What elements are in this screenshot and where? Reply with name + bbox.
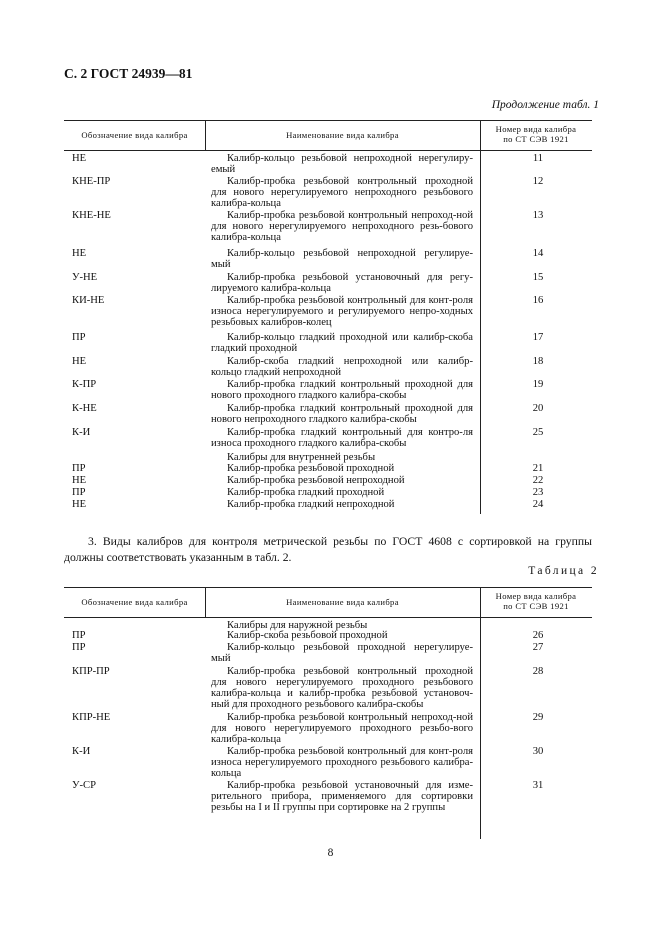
name-text: Калибр-кольцо резьбовой непроходной нерегулиру-емый bbox=[211, 153, 473, 175]
page-header: С. 2 ГОСТ 24939—81 bbox=[64, 66, 193, 81]
name-text: Калибр-пробка резьбовой непроходной bbox=[227, 475, 405, 486]
name-cell bbox=[211, 249, 473, 271]
number-cell: 24 bbox=[532, 499, 544, 510]
number-cell: 28 bbox=[532, 666, 544, 677]
name-cell bbox=[211, 211, 473, 244]
table-2-label: Таблица 2 bbox=[528, 565, 599, 577]
table-1-header-name: Наименование вида калибра bbox=[286, 130, 399, 140]
number-cell: 31 bbox=[532, 780, 544, 791]
designation-cell: К-И bbox=[72, 427, 91, 438]
name-cell bbox=[211, 476, 473, 487]
continuation-label: Продолжение табл. 1 bbox=[491, 99, 599, 111]
designation-cell: НЕ bbox=[72, 153, 87, 164]
designation-cell: К-НЕ bbox=[72, 403, 97, 414]
name-cell bbox=[211, 500, 473, 511]
designation-cell: КНЕ-НЕ bbox=[72, 210, 111, 221]
name-cell bbox=[211, 747, 473, 780]
name-cell bbox=[211, 357, 473, 379]
number-cell: 17 bbox=[532, 332, 544, 343]
name-text: Калибр-пробка гладкий контрольный проходной для нового проходного гладкого калибра-скобы bbox=[211, 379, 473, 401]
paragraph-3 bbox=[64, 534, 592, 566]
designation-cell: У-СР bbox=[72, 780, 96, 791]
name-cell bbox=[211, 464, 473, 475]
name-text: Калибр-пробка резьбовой проходной bbox=[227, 463, 395, 474]
number-cell: 27 bbox=[532, 642, 544, 653]
header-number-line1: Номер вида калибра bbox=[495, 124, 577, 134]
name-text: Калибр-скоба резьбовой проходной bbox=[227, 630, 388, 641]
number-cell: 12 bbox=[532, 176, 544, 187]
name-cell bbox=[211, 380, 473, 402]
number-cell: 14 bbox=[532, 248, 544, 259]
name-text: Калибр-пробка резьбовой контрольный для конт-роля износа нерегулируемого проходного резьбового калибра-кольца bbox=[211, 746, 473, 779]
table-2-header-name: Наименование вида калибра bbox=[286, 597, 399, 607]
name-cell bbox=[211, 713, 473, 746]
designation-cell: КПР-НЕ bbox=[72, 712, 111, 723]
designation-cell: К-ПР bbox=[72, 379, 97, 390]
name-text: Калибры для внутренней резьбы bbox=[227, 452, 376, 463]
name-cell bbox=[211, 667, 473, 711]
name-text: Калибр-пробка гладкий контрольный для контро-ля износа проходного гладкого калибра-скобы bbox=[211, 427, 473, 449]
designation-cell: КИ-НЕ bbox=[72, 295, 105, 306]
name-cell bbox=[211, 631, 473, 642]
designation-cell: ПР bbox=[72, 463, 86, 474]
number-cell: 29 bbox=[532, 712, 544, 723]
table-1-header-designation: Обозначение вида калибра bbox=[81, 130, 188, 140]
designation-cell: ПР bbox=[72, 487, 86, 498]
name-cell bbox=[211, 177, 473, 210]
table-2 bbox=[64, 587, 592, 839]
designation-cell: ПР bbox=[72, 630, 86, 641]
name-cell bbox=[211, 428, 473, 450]
header-number-line2: по СТ СЭВ 1921 bbox=[503, 601, 569, 611]
number-cell: 22 bbox=[532, 475, 544, 486]
name-text: Калибр-пробка резьбовой контрольный непроход-ной для нового нерегулируемого непроходного резь-бового калибра-кольца bbox=[211, 210, 473, 243]
number-cell: 25 bbox=[532, 427, 544, 438]
name-cell bbox=[211, 488, 473, 499]
table-1 bbox=[64, 120, 592, 514]
name-cell bbox=[211, 273, 473, 295]
designation-cell: НЕ bbox=[72, 248, 87, 259]
name-text: Калибр-пробка гладкий непроходной bbox=[227, 499, 395, 510]
paragraph-text: 3. Виды калибров для контроля метрической резьбы по ГОСТ 4608 с сортировкой на группы должны соответствовать указанным в табл. 2. bbox=[64, 535, 592, 564]
name-cell bbox=[211, 296, 473, 329]
name-text: Калибр-кольцо резьбовой проходной нерегулируе-мый bbox=[211, 642, 473, 664]
table-2-header-number bbox=[480, 591, 592, 611]
name-text: Калибр-пробка резьбовой установочный для изме-рительного прибора, применяемого для сортировки резьбы на I и II группы при сортировке на 2 группы bbox=[211, 780, 473, 813]
designation-cell: ПР bbox=[72, 332, 86, 343]
designation-cell: НЕ bbox=[72, 356, 87, 367]
number-cell: 21 bbox=[532, 463, 544, 474]
designation-cell: КПР-ПР bbox=[72, 666, 110, 677]
name-text: Калибр-пробка резьбовой контрольный для конт-роля износа нерегулируемого и регулируемого непро-ходных резьбовых калибров-колец bbox=[211, 295, 473, 328]
name-cell bbox=[211, 643, 473, 665]
name-text: Калибр-пробка резьбовой установочный для регу-лируемого калибра-кольца bbox=[211, 272, 473, 294]
number-cell: 18 bbox=[532, 356, 544, 367]
name-text: Калибр-скоба гладкий непроходной или калибр-кольцо гладкий непроходной bbox=[211, 356, 473, 378]
designation-cell: ПР bbox=[72, 642, 86, 653]
number-cell: 23 bbox=[532, 487, 544, 498]
name-text: Калибр-пробка гладкий проходной bbox=[227, 487, 385, 498]
designation-cell: КНЕ-ПР bbox=[72, 176, 111, 187]
designation-cell: НЕ bbox=[72, 499, 87, 510]
name-text: Калибр-пробка резьбовой контрольный проходной для нового нерегулируемого непроходного резьбового калибра-кольца bbox=[211, 176, 473, 209]
number-cell: 30 bbox=[532, 746, 544, 757]
name-cell bbox=[211, 333, 473, 355]
number-cell: 15 bbox=[532, 272, 544, 283]
number-cell: 20 bbox=[532, 403, 544, 414]
table-2-header-designation: Обозначение вида калибра bbox=[81, 597, 188, 607]
table-1-header-number bbox=[480, 124, 592, 144]
name-cell bbox=[211, 154, 473, 176]
name-text: Калибр-кольцо резьбовой непроходной регулируе-мый bbox=[211, 248, 473, 270]
number-cell: 19 bbox=[532, 379, 544, 390]
header-number-line1: Номер вида калибра bbox=[495, 591, 577, 601]
name-text: Калибр-пробка резьбовой контрольный проходной для нового нерегулируемого проходного резьбового калибра-кольца и калибр-пробка резьбовой установоч-ный для проходного резьбового калибра-скобы bbox=[211, 666, 473, 710]
name-text: Калибр-пробка гладкий контрольный проходной для нового непроходного гладкого калибра-скобы bbox=[211, 403, 473, 425]
name-text: Калибр-пробка резьбовой контрольный непроход-ной для нового нерегулируемого проходного резьбо-вого калибра-кольца bbox=[211, 712, 473, 745]
number-cell: 26 bbox=[532, 630, 544, 641]
designation-cell: НЕ bbox=[72, 475, 87, 486]
number-cell: 11 bbox=[532, 153, 544, 164]
name-text: Калибр-кольцо гладкий проходной или калибр-скоба гладкий проходной bbox=[211, 332, 473, 354]
designation-cell: У-НЕ bbox=[72, 272, 98, 283]
header-number-line2: по СТ СЭВ 1921 bbox=[503, 134, 569, 144]
page-number: 8 bbox=[327, 847, 334, 859]
designation-cell: К-И bbox=[72, 746, 91, 757]
number-cell: 13 bbox=[532, 210, 544, 221]
name-cell bbox=[211, 781, 473, 814]
name-text: Калибры для наружной резьбы bbox=[227, 620, 368, 631]
name-cell bbox=[211, 404, 473, 426]
number-cell: 16 bbox=[532, 295, 544, 306]
